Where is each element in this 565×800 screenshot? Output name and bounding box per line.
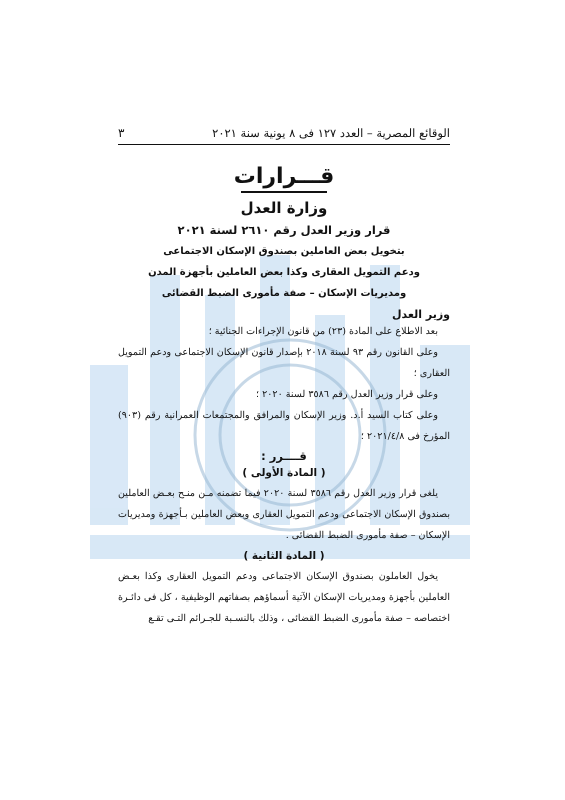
preamble-paragraph: بعد الاطلاع على المادة (٢٣) من قانون الإجراءات الجنائية ؛	[208, 326, 438, 337]
subject-line: ودعم التمويل العقارى وكذا بعض العاملين بأجهزة المدن	[148, 267, 420, 278]
preamble-paragraph: وعلى القانون رقم ٩٣ لسنة ٢٠١٨ بإصدار قانون الإسكان الاجتماعى ودعم التمويل العقارى ؛	[118, 347, 450, 379]
page-number: ٣	[118, 126, 125, 140]
title-underline	[241, 191, 327, 193]
preamble-paragraph: وعلى كتاب السيد أ.د. وزير الإسكان والمرافق والمجتمعات العمرانية رقم (٩٠٣) المؤرخ فى ٢٠٢١/٤/٨ ؛	[118, 410, 450, 442]
ministry-name: وزارة العدل	[240, 199, 328, 217]
page-header	[118, 126, 450, 145]
preamble-paragraph: وعلى قرار وزير العدل رقم ٣٥٨٦ لسنة ٢٠٢٠ ؛	[256, 389, 438, 400]
article-text: يلغى قرار وزير العدل رقم ٣٥٨٦ لسنة ٢٠٢٠ فيما تضمنه مـن منـح بعـض العاملين بصندوق الإسكان الاجتماعى ودعم التمويل العقارى وبعض العاملين بـأجهزة ومديريات الإسكان – صفة مأمورى الضبط القضائى .	[118, 488, 450, 541]
running-title: الوقائع المصرية – العدد ١٢٧ فى ٨ يونية سنة ٢٠٢١	[212, 126, 450, 140]
article-heading: ( المادة الثانية )	[243, 550, 325, 562]
decision-subject	[118, 241, 450, 304]
issuer-heading: وزير العدل	[392, 308, 450, 321]
decision-title: قرار وزير العدل رقم ٢٦١٠ لسنة ٢٠٢١	[177, 223, 391, 237]
decision-body	[118, 321, 450, 629]
decided-heading: قــــرر :	[261, 449, 307, 463]
article-text: يخول العاملون بصندوق الإسكان الاجتماعى ودعم التمويل العقارى وكذا بعـض العاملين بأجهزة ومديريات الإسكان الآتية أسماؤهم بصفاتهم الوظيفية ، كل فى دائـرة اختصاصه – صفة مأمورى الضبط القضائى ، وذلك بالنسـبة للجـرائم التـى تقـع	[118, 571, 450, 624]
subject-line: بتخويل بعض العاملين بصندوق الإسكان الاجتماعى	[163, 246, 405, 257]
subject-line: ومديريات الإسكان – صفة مأمورى الضبط القضائى	[161, 288, 407, 299]
article-heading: ( المادة الأولى )	[242, 467, 326, 479]
section-title: قـــرارات	[233, 164, 335, 189]
